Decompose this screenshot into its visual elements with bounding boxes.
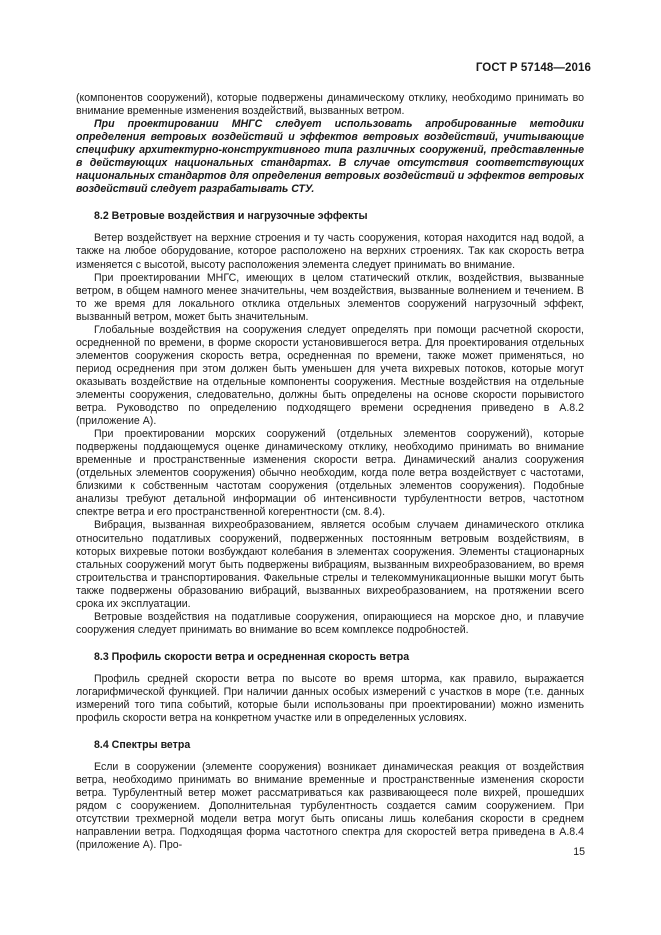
paragraph: Если в сооружении (элементе сооружения) возникает динамическая реакция от воздействия ветра, необходимо принимать во внимание временные и пространственные изменения скорости ветра. Турбулентный ветер может рассматриваться как развивающееся поле вихрей, прошедших рядом с сооружением. Дополнительная турбулентность создается самим сооружением. При отсутствии трехмерной модели ветра могут быть описаны лишь колебания скорости в среднем направлении ветра. Подходящая форма частотного спектра для скоростей ветра приведена в А.8.4 (приложение А). Про- xyxy=(76,761,584,852)
paragraph: Глобальные воздействия на сооружения следует определять при помощи расчетной скорости, осредненной по времени, в форме скорости установившегося ветра. Для проектирования отдельных элементов сооружения скорость ветра, осредненная по времени, также может применяться, но период осреднения при этом должен быть уменьшен для учета вихревых потоков, которые могут оказывать воздействие на отдельные компоненты сооружения. Местные воздействия на отдельные элементы сооружения, следовательно, должны быть определены на основе скорости порывистого ветра. Руководство по определению подходящего времени осреднения приведено в А.8.2 (приложение А). xyxy=(76,323,584,428)
page-number: 15 xyxy=(573,846,585,858)
paragraph: При проектировании морских сооружений (отдельных элементов сооружений), которые подвержены поддающемуся оценке динамическому отклику, необходимо принимать во внимание временные и пространственные изменения скорости ветра. Динамический анализ сооружения (отдельных элементов сооружения) обычно необходим, когда поле ветра воздействует с частотами, близкими к собственным частотам сооружения (отдельных элементов сооружения). Подобные анализы требуют детальной информации об интенсивности турбулентности ветров, частотном спектре ветра и его пространственной когерентности (см. 8.4). xyxy=(76,428,584,519)
document-header: ГОСТ Р 57148—2016 xyxy=(475,62,591,74)
paragraph: При проектировании МНГС, имеющих в целом статический отклик, воздействия, вызванные ветром, в общем намного менее значительны, чем воздействия, вызванные волнением и течением. В то же время для локального отклика отдельных элементов сооружений нагрузочный эффект, вызванный ветром, может быть значительным. xyxy=(76,271,584,323)
section-title-8-4: 8.4 Спектры ветра xyxy=(94,739,191,752)
paragraph: Ветровые воздействия на податливые сооружения, опирающиеся на морское дно, и плавучие сооружения следует принимать во внимание во всем комплексе подробностей. xyxy=(76,610,584,636)
document-body xyxy=(76,92,584,852)
paragraph: Профиль средней скорости ветра по высоте во время шторма, как правило, выражается логарифмической функцией. При наличии данных особых измерений с участков в море (т.е. данных измерений того типа событий, которые были использованы при проектировании) можно изменить профиль скорости ветра на конкретном участке или в определенных условиях. xyxy=(76,672,584,725)
section-title-8-2: 8.2 Ветровые воздействия и нагрузочные эффекты xyxy=(94,210,368,223)
paragraph-requirement-italic: При проектировании МНГС следует использовать апробированные методики определения ветровых воздействий и эффектов ветровых воздействий, учитывающие специфику архитектурно-конструктивного типа различных сооружений, представленные в действующих национальных стандартах. В случае отсутствия соответствующих национальных стандартов для определения ветровых воздействий и эффектов ветровых воздействий следует разрабатывать СТУ. xyxy=(76,118,584,196)
paragraph-continuation: (компонентов сооружений), которые подвержены динамическому отклику, необходимо принимать во внимание временные изменения воздействий, вызванных ветром. xyxy=(76,92,584,118)
section-title-8-3: 8.3 Профиль скорости ветра и осредненная скорость ветра xyxy=(94,650,410,663)
paragraph: Ветер воздействует на верхние строения и ту часть сооружения, которая находится над водой, а также на любое оборудование, которое расположено на верхних строениях. Так как скорость ветра изменяется с высотой, высоту расположения элемента следует принимать во внимание. xyxy=(76,232,584,271)
paragraph: Вибрация, вызванная вихреобразованием, является особым случаем динамического отклика относительно податливых сооружений, подверженных постоянным ветровым воздействиям, в которых вихревые потоки возбуждают колебания в элементах сооружения. Элементы стационарных стальных сооружений могут быть подвержены вибрациям, вызванным вихреобразованием, во время строительства и транспортирования. Факельные стрелы и телекоммуникационные вышки могут быть также подвержены образованию вибраций, вызванных вихреобразованием, на протяжении всего срока их эксплуатации. xyxy=(76,519,584,610)
